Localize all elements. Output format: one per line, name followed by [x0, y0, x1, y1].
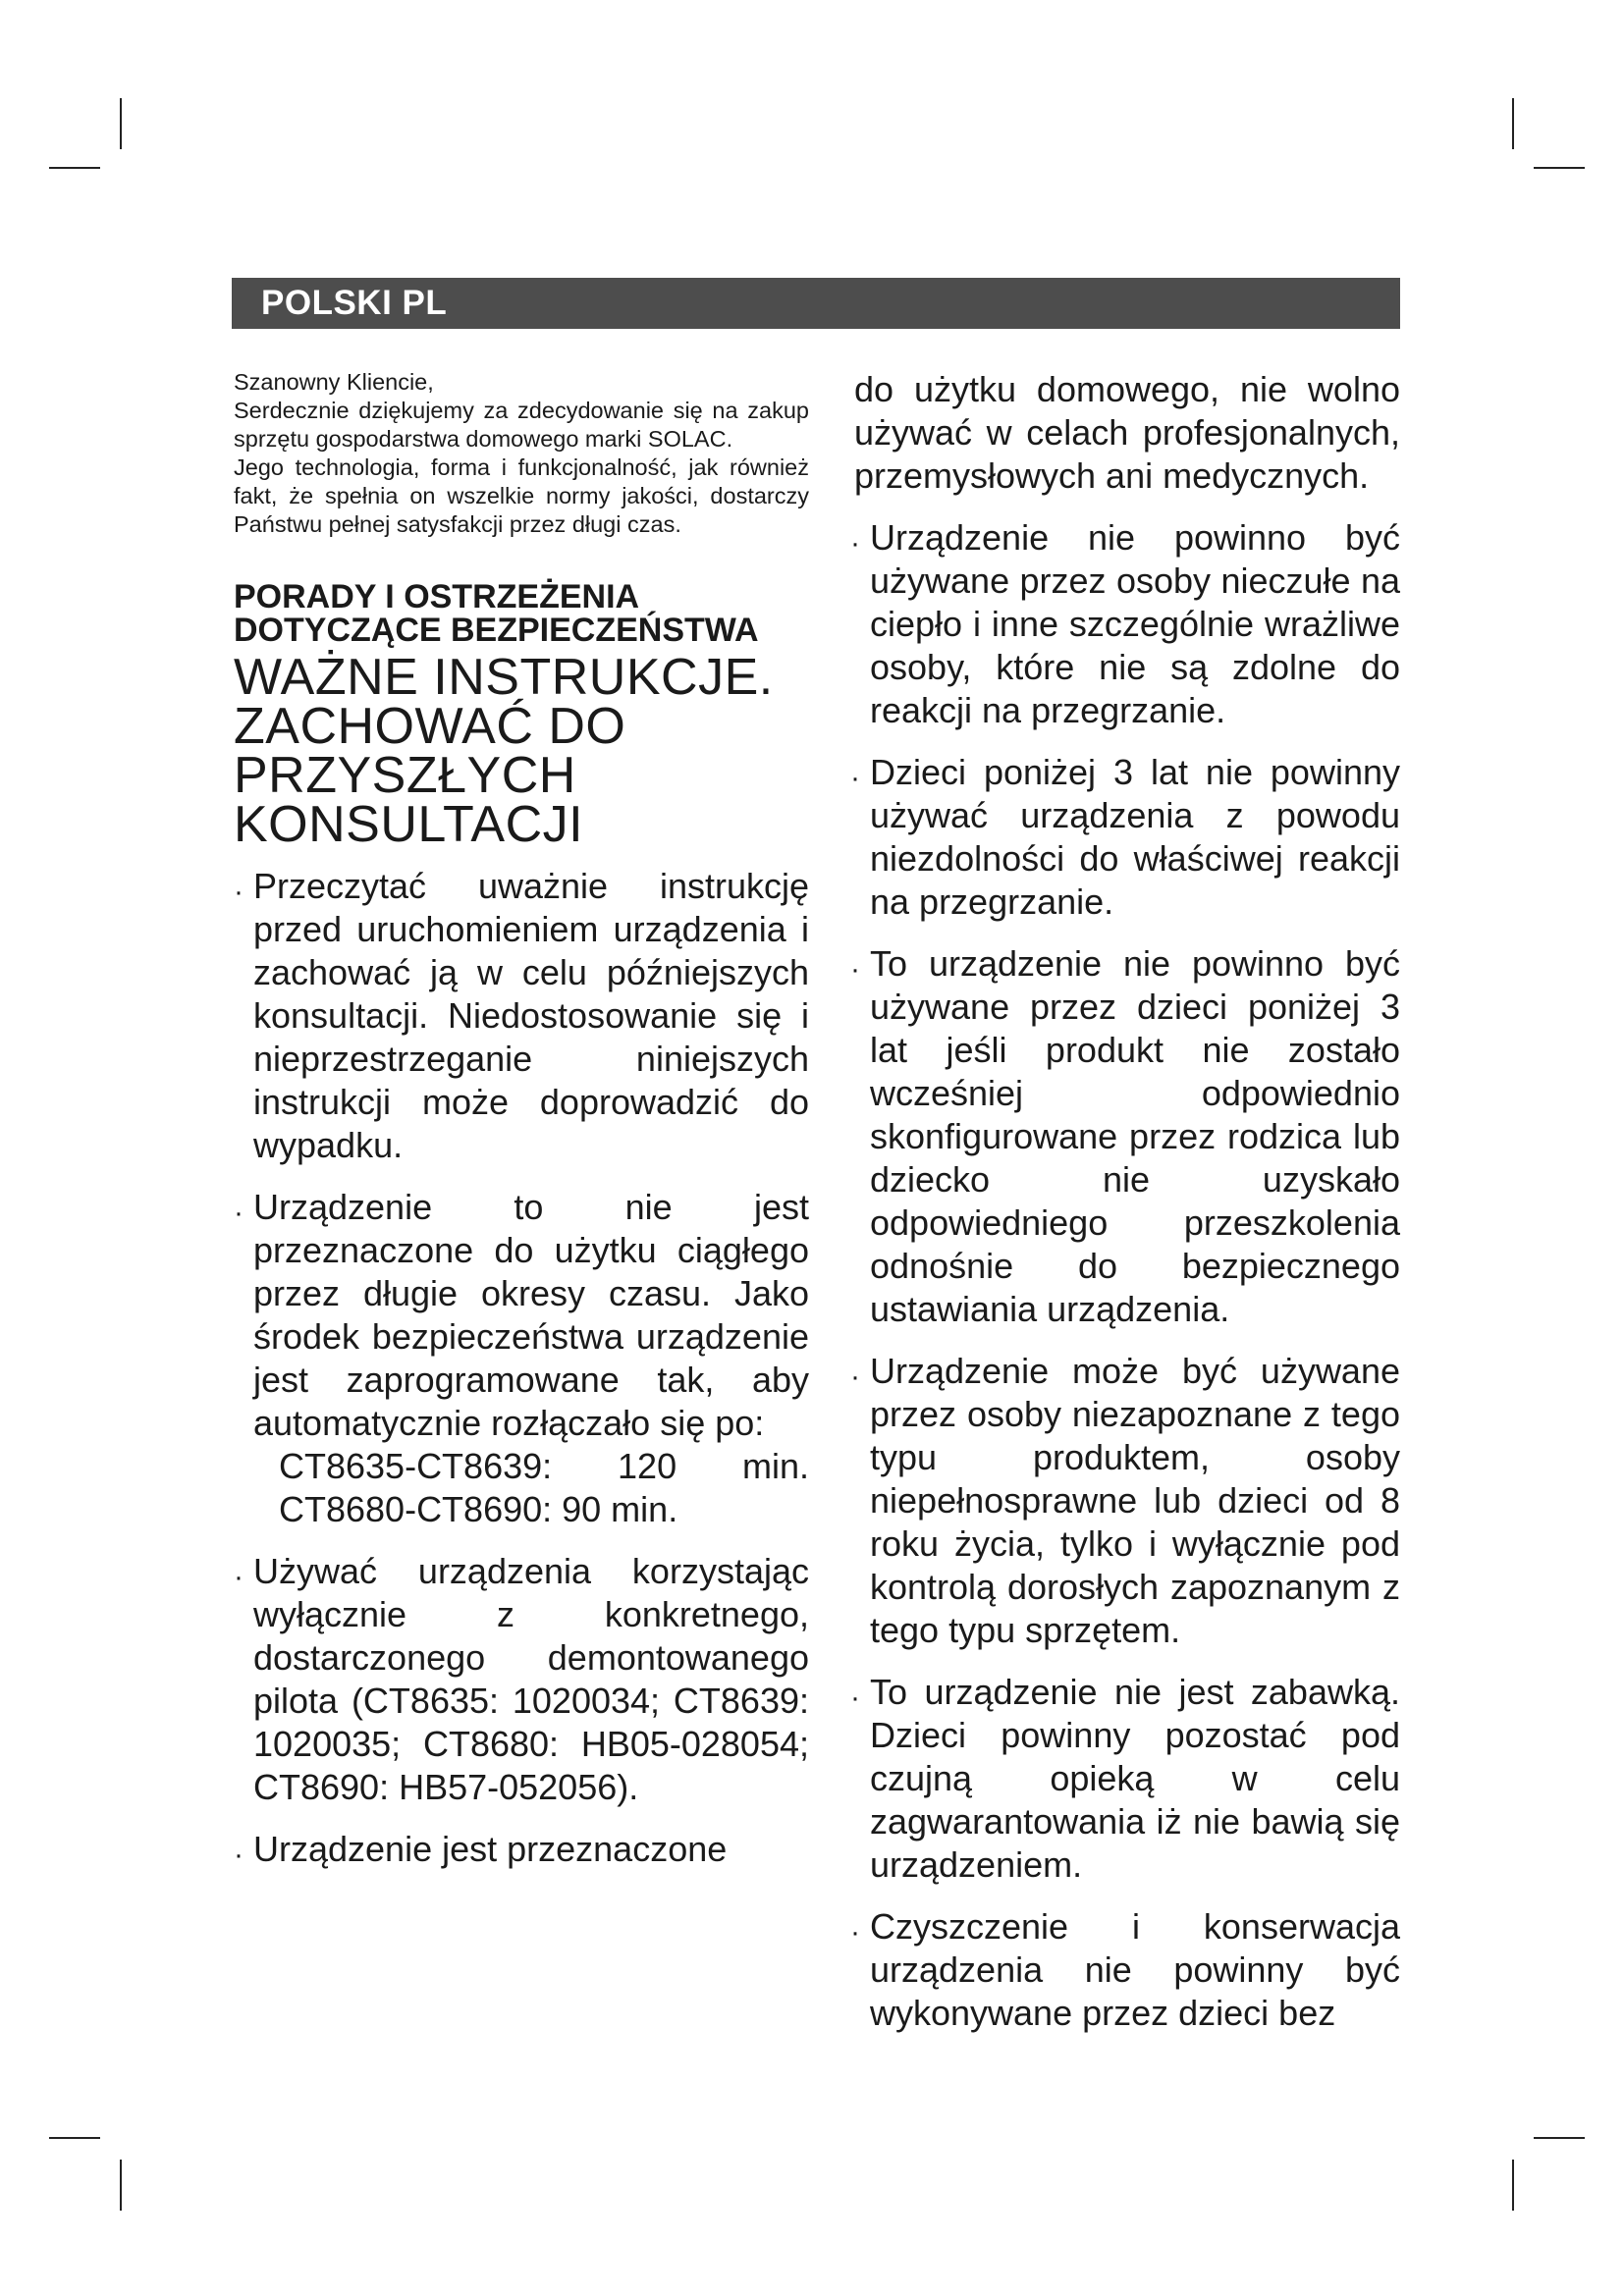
timer-model-line-2: CT8680-CT8690: 90 min.: [279, 1489, 678, 1529]
list-item: · Czyszczenie i konserwacja urządzenia nie powinny być wykonywane przez dzieci bez: [850, 1905, 1400, 2035]
right-safety-list: [850, 516, 1400, 2035]
crop-mark-top-left-vertical: [120, 98, 122, 149]
crop-mark-top-right-horizontal: [1534, 167, 1585, 169]
important-instructions-heading: WAŻNE INSTRUKCJE. ZACHOWAĆ DO PRZYSZŁYCH KONSULTACJI: [234, 649, 774, 853]
crop-mark-bottom-right-horizontal: [1534, 2137, 1585, 2139]
safety-heading: PORADY I OSTRZEŻENIA DOTYCZĄCE BEZPIECZEŃSTWA: [234, 578, 759, 649]
timer-model-line-1: CT8635-CT8639: 120 min.: [279, 1446, 809, 1486]
intro-text: [234, 368, 809, 539]
list-item: · Dzieci poniżej 3 lat nie powinny używać urządzenia z powodu niezdolności do właściwej reakcji na przegrzanie.: [850, 751, 1400, 924]
list-item: · To urządzenie nie jest zabawką. Dzieci powinny pozostać pod czujną opieką w celu zagwarantowania iż nie bawią się urządzeniem.: [850, 1671, 1400, 1887]
list-item: · Urządzenie nie powinno być używane przez osoby nieczułe na ciepło i inne szczególnie wrażliwe osoby, które nie są zdolne do reakcji na przegrzanie.: [850, 516, 1400, 732]
crop-mark-bottom-left-vertical: [120, 2160, 122, 2211]
left-safety-list: [234, 865, 809, 1871]
list-item: [234, 1186, 809, 1531]
language-header-title: POLSKI PL: [261, 284, 448, 322]
crop-mark-top-left-horizontal: [49, 167, 100, 169]
crop-mark-bottom-right-vertical: [1512, 2160, 1514, 2211]
list-item: · Urządzenie może być używane przez osoby niezapoznane z tego typu produktem, osoby niepełnosprawne lub dzieci od 8 roku życia, tylko i wyłącznie pod kontrolą dorosłych zapoznanym z tego typu sprzętem.: [850, 1350, 1400, 1652]
timer-models: [253, 1445, 809, 1531]
auto-off-text: Urządzenie to nie jest przeznaczone do użytku ciągłego przez długie okresy czasu. Jako środek bezpieczeństwa urządzenie jest zaprogramowane tak, aby automatycznie rozłączało się po:: [253, 1187, 809, 1443]
continuation-text: do użytku domowego, nie wolno używać w celach profesjonalnych, przemysłowych ani medycznych.: [854, 369, 1400, 496]
list-item: · Urządzenie jest przeznaczone: [234, 1828, 809, 1871]
list-item: · Przeczytać uważnie instrukcję przed uruchomieniem urządzenia i zachować ją w celu późniejszych konsultacji. Niedostosowanie się i nieprzestrzeganie niniejszych instrukcji może doprowadzić do wypadku.: [234, 865, 809, 1167]
intro-greeting: Szanowny Kliencie,: [234, 369, 434, 395]
list-item: · Używać urządzenia korzystając wyłącznie z konkretnego, dostarczonego demontowanego pilota (CT8635: 1020034; CT8639: 1020035; CT8680: HB05-028054; CT8690: HB57-052056).: [234, 1550, 809, 1809]
left-column: [234, 368, 809, 1890]
intro-paragraph-1: Serdecznie dziękujemy za zdecydowanie się na zakup sprzętu gospodarstwa domowego marki SOLAC.: [234, 398, 809, 452]
right-column: [850, 368, 1400, 2054]
crop-mark-bottom-left-horizontal: [49, 2137, 100, 2139]
crop-mark-top-right-vertical: [1512, 98, 1514, 149]
language-header-bar: [232, 278, 1400, 329]
list-item: · To urządzenie nie powinno być używane przez dzieci poniżej 3 lat jeśli produkt nie zostało wcześniej odpowiednio skonfigurowane przez rodzica lub dziecko nie uzyskało odpowiedniego przeszkolenia odnośnie do bezpiecznego ustawiania urządzenia.: [850, 942, 1400, 1331]
intro-paragraph-2: Jego technologia, forma i funkcjonalność, jak również fakt, że spełnia on wszelkie normy jakości, dostarczy Państwu pełnej satysfakcji przez długi czas.: [234, 454, 809, 537]
